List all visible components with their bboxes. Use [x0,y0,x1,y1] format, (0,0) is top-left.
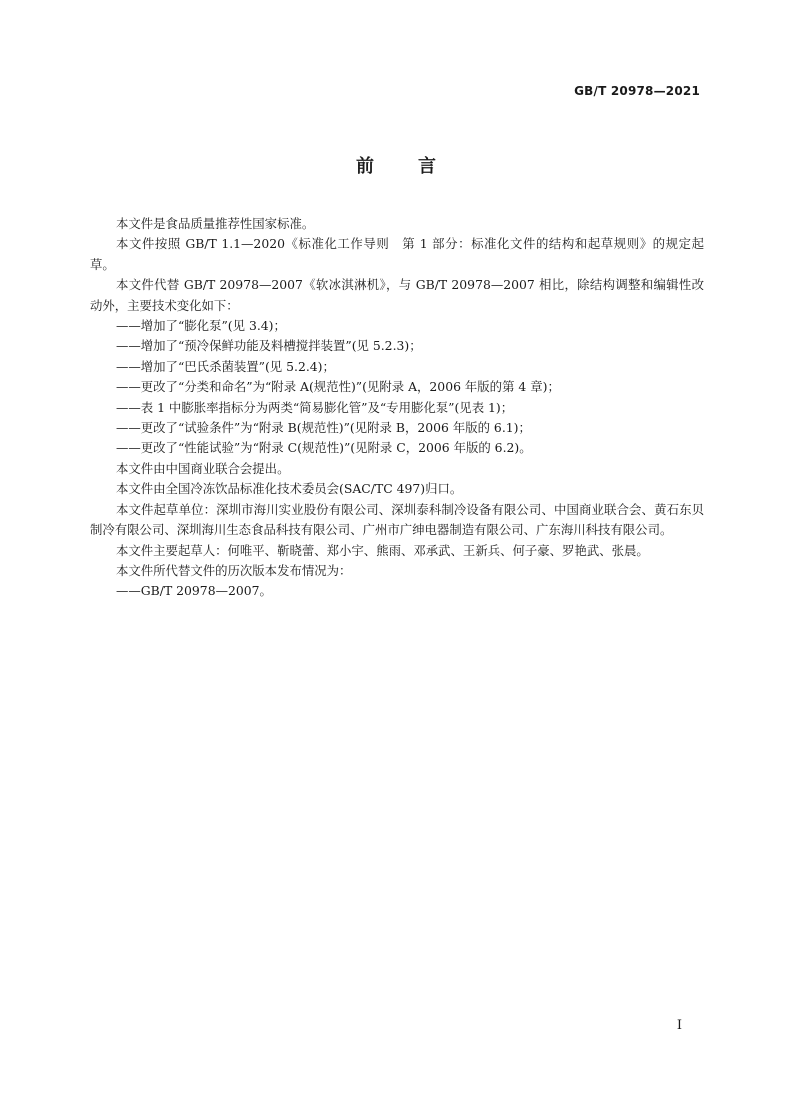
change-item: ——表 1 中膨胀率指标分为两类“简易膨化管”及“专用膨化泵”(见表 1)； [116,399,514,415]
history-item: ——GB/T 20978—2007。 [116,583,272,599]
paragraph-drafters: 本文件主要起草人：何唯平、靳晓蕾、郑小宇、熊雨、邓承武、王新兵、何子豪、罗艳武、张晨。 [116,542,649,558]
change-item: ——增加了“巴氏杀菌装置”(见 5.2.4)； [116,358,335,374]
change-item: ——增加了“预冷保鲜功能及料槽搅拌装置”(见 5.2.3)； [116,338,422,354]
page-number: I [676,1018,682,1033]
change-item: ——增加了“膨化泵”(见 3.4)； [116,318,286,334]
paragraph-history-intro: 本文件所代替文件的历次版本发布情况为： [116,562,352,578]
standard-number: GB/T 20978—2021 [574,84,700,98]
paragraph-proposer: 本文件由中国商业联合会提出。 [116,460,290,476]
paragraph-administrator: 本文件由全国冷冻饮品标准化技术委员会(SAC/TC 497)归口。 [116,481,463,497]
paragraph-drafting-units: 本文件起草单位：深圳市海川实业股份有限公司、深圳泰科制冷设备有限公司、中国商业联合会、黄石东贝制冷有限公司、深圳海川生态食品科技有限公司、广州市广绅电器制造有限公司、广东海川科技有限公司。 [90,501,704,538]
paragraph-drafting-rules: 本文件按照 GB/T 1.1—2020《标准化工作导则 第 1 部分：标准化文件的结构和起草规则》的规定起草。 [90,236,704,272]
paragraph-replaces: 本文件代替 GB/T 20978—2007《软冰淇淋机》，与 GB/T 20978—2007 相比，除结构调整和编辑性改动外，主要技术变化如下： [90,277,704,313]
change-item: ——更改了“性能试验”为“附录 C(规范性)”(见附录 C，2006 年版的 6.2)。 [116,440,532,456]
page-title: 前言 [356,156,480,177]
foreword-body [90,214,704,602]
paragraph-category: 本文件是食品质量推荐性国家标准。 [116,216,315,231]
change-item: ——更改了“试验条件”为“附录 B(规范性)”(见附录 B，2006 年版的 6.1)； [116,420,531,436]
change-item: ——更改了“分类和命名”为“附录 A(规范性)”(见附录 A，2006 年版的第 4 章)； [116,379,560,395]
